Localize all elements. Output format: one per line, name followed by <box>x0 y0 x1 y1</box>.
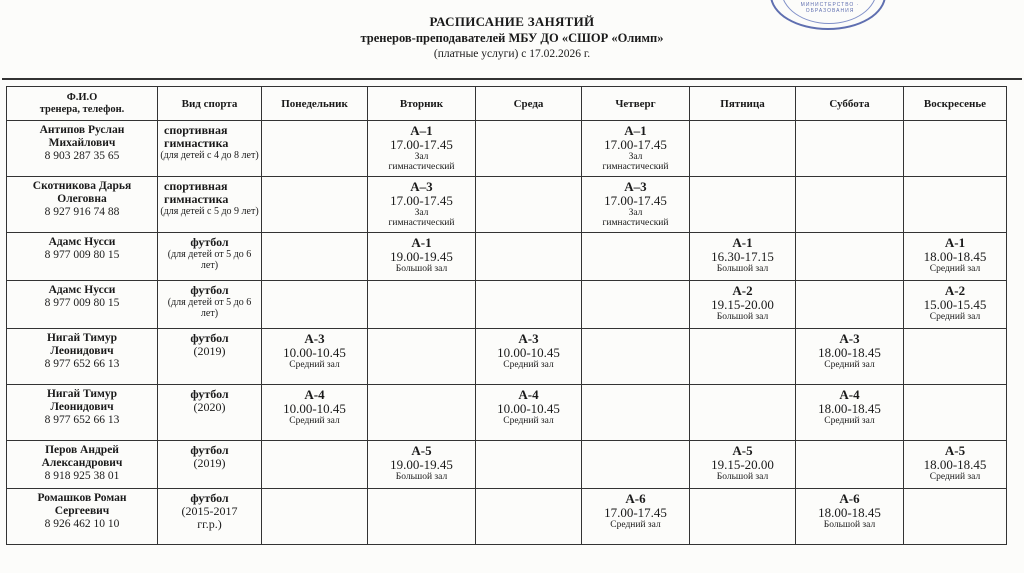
session-group: А-5 <box>732 443 753 458</box>
session-room: Большой зал <box>395 264 448 274</box>
tuesday-cell <box>368 329 476 385</box>
friday-cell <box>690 385 796 441</box>
tuesday-cell <box>368 121 476 177</box>
sport-name-line1: спортивная <box>164 123 228 137</box>
friday-cell <box>690 441 796 489</box>
sport-cell <box>158 489 262 545</box>
saturday-cell <box>796 489 904 545</box>
session-room: Большой зал <box>716 312 769 322</box>
trainer-name: Адамс Нусси <box>48 236 116 248</box>
thursday-cell <box>582 121 690 177</box>
session-room-line1: Зал <box>628 208 643 218</box>
session-time: 18.00-18.45 <box>818 345 881 360</box>
session-time: 18.00-18.45 <box>923 457 987 472</box>
trainer-phone: 8 977 009 80 15 <box>44 249 120 261</box>
sunday-cell <box>904 329 1007 385</box>
sport-group: (для детей от 5 до 6 лет) <box>167 297 252 319</box>
session-group: А-3 <box>518 331 539 346</box>
saturday-cell <box>796 441 904 489</box>
trainer-name-line2: Леонидович <box>50 345 114 357</box>
session-room: Средний зал <box>929 264 981 274</box>
saturday-cell <box>796 233 904 281</box>
table-row <box>7 329 1007 385</box>
thursday-cell <box>582 385 690 441</box>
trainer-phone: 8 927 916 74 88 <box>44 206 120 218</box>
document-date-line: (платные услуги) с 17.02.2026 г. <box>433 48 591 60</box>
sport-name-line1: спортивная <box>164 179 228 193</box>
session-time: 18.00-18.45 <box>818 401 881 416</box>
session-group: А–3 <box>624 179 647 194</box>
col-header-name-line2: тренера, телефон. <box>39 103 125 115</box>
wednesday-cell <box>476 489 582 545</box>
session-time: 19.00-19.45 <box>390 249 453 264</box>
table-row <box>7 489 1007 545</box>
trainer-phone: 8 903 287 35 65 <box>44 150 120 162</box>
session-time: 18.00-18.45 <box>818 505 881 520</box>
col-header-saturday: Суббота <box>796 87 904 121</box>
col-header-name <box>7 87 158 121</box>
table-row <box>7 441 1007 489</box>
sport-year: (2019) <box>193 456 226 470</box>
session-time: 18.00-18.45 <box>923 249 987 264</box>
session-time: 17.00-17.45 <box>390 137 453 152</box>
tuesday-cell <box>368 489 476 545</box>
session-room: Средний зал <box>289 360 340 370</box>
friday-cell <box>690 329 796 385</box>
session-room-line1: Зал <box>414 152 429 162</box>
stamp-text: МИНИСТЕРСТВО · ОБРАЗОВАНИЯ <box>800 2 860 14</box>
session-group: А-6 <box>625 491 646 506</box>
trainer-name-line1: Ромашков Роман <box>37 492 127 504</box>
session-group: А-3 <box>839 331 860 346</box>
session-room: Средний зал <box>610 520 661 530</box>
trainer-cell <box>7 489 158 545</box>
session-room: Средний зал <box>289 416 340 426</box>
sport-cell <box>158 385 262 441</box>
table-row <box>7 281 1007 329</box>
session-group: А-4 <box>304 387 325 402</box>
saturday-cell <box>796 281 904 329</box>
session-group: А-1 <box>732 235 753 250</box>
trainer-phone: 8 977 652 66 13 <box>44 414 120 426</box>
wednesday-cell <box>476 329 582 385</box>
session-time: 10.00-10.45 <box>497 345 560 360</box>
col-header-sunday: Воскресенье <box>904 87 1007 121</box>
sport-group: (для детей с 4 до 8 лет) <box>160 150 259 161</box>
trainer-cell <box>7 233 158 281</box>
thursday-cell <box>582 233 690 281</box>
trainer-cell <box>7 121 158 177</box>
document-subtitle: тренеров-преподавателей МБУ ДО «СШОР «Олимп» <box>360 31 664 45</box>
friday-cell <box>690 121 796 177</box>
table-row <box>7 121 1007 177</box>
trainer-phone: 8 977 652 66 13 <box>44 358 120 370</box>
trainer-name-line1: Нигай Тимур <box>46 388 118 400</box>
session-room: Средний зал <box>824 360 875 370</box>
sunday-cell <box>904 385 1007 441</box>
session-time: 17.00-17.45 <box>604 193 667 208</box>
session-time: 19.00-19.45 <box>390 457 453 472</box>
monday-cell <box>262 441 368 489</box>
sport-group: (для детей с 5 до 9 лет) <box>160 206 259 217</box>
document-header <box>0 14 1024 60</box>
session-time: 19.15-20.00 <box>711 297 774 312</box>
session-group: А-1 <box>944 235 966 250</box>
session-time: 10.00-10.45 <box>283 401 346 416</box>
monday-cell <box>262 121 368 177</box>
session-room: Большой зал <box>395 472 448 482</box>
sport-cell <box>158 233 262 281</box>
thursday-cell <box>582 441 690 489</box>
session-group: А-4 <box>518 387 539 402</box>
col-header-tuesday: Вторник <box>368 87 476 121</box>
sunday-cell <box>904 489 1007 545</box>
sport-cell <box>158 121 262 177</box>
session-group: А–1 <box>410 123 433 138</box>
saturday-cell <box>796 177 904 233</box>
wednesday-cell <box>476 233 582 281</box>
session-time: 10.00-10.45 <box>497 401 560 416</box>
sport-name-line2: гимнастика <box>164 136 229 150</box>
table-header-row <box>7 87 1007 121</box>
trainer-name-line2: Михайлович <box>48 137 116 149</box>
monday-cell <box>262 281 368 329</box>
sport-name: футбол <box>190 443 229 457</box>
trainer-name-line2: Александрович <box>41 457 123 469</box>
session-room-line2: гимнастический <box>388 218 455 228</box>
schedule-table <box>6 86 1007 545</box>
sport-cell <box>158 281 262 329</box>
session-room-line1: Зал <box>414 208 429 218</box>
trainer-cell <box>7 281 158 329</box>
session-time: 10.00-10.45 <box>283 345 346 360</box>
trainer-phone: 8 918 925 38 01 <box>44 470 120 482</box>
sport-name: футбол <box>190 283 229 297</box>
sport-name: футбол <box>190 491 229 505</box>
saturday-cell <box>796 329 904 385</box>
wednesday-cell <box>476 177 582 233</box>
trainer-phone: 8 926 462 10 10 <box>44 518 120 530</box>
tuesday-cell <box>368 233 476 281</box>
table-top-border <box>2 78 1022 80</box>
session-group: А–3 <box>410 179 433 194</box>
session-group: А-3 <box>304 331 325 346</box>
friday-cell <box>690 281 796 329</box>
monday-cell <box>262 177 368 233</box>
wednesday-cell <box>476 385 582 441</box>
session-room: Средний зал <box>929 312 981 322</box>
session-time: 17.00-17.45 <box>604 137 667 152</box>
col-header-name-line1: Ф.И.О <box>66 91 98 103</box>
session-room: Большой зал <box>716 264 769 274</box>
sunday-cell <box>904 177 1007 233</box>
sunday-cell <box>904 281 1007 329</box>
session-group: А-4 <box>839 387 860 402</box>
sport-cell <box>158 329 262 385</box>
trainer-name-line1: Антипов Руслан <box>39 124 125 136</box>
document-title: РАСПИСАНИЕ ЗАНЯТИЙ <box>429 14 595 29</box>
session-time: 17.00-17.45 <box>390 193 453 208</box>
col-header-monday: Понедельник <box>262 87 368 121</box>
session-room: Средний зал <box>929 472 981 482</box>
trainer-name-line1: Нигай Тимур <box>46 332 118 344</box>
table-row <box>7 233 1007 281</box>
monday-cell <box>262 233 368 281</box>
col-header-sport: Вид спорта <box>158 87 262 121</box>
trainer-phone: 8 977 009 80 15 <box>44 297 120 309</box>
session-time: 19.15-20.00 <box>711 457 774 472</box>
session-room: Средний зал <box>824 416 875 426</box>
tuesday-cell <box>368 281 476 329</box>
session-room-line2: гимнастический <box>602 218 669 228</box>
thursday-cell <box>582 281 690 329</box>
sport-year: (2019) <box>193 344 226 358</box>
sport-cell <box>158 177 262 233</box>
col-header-friday: Пятница <box>690 87 796 121</box>
sport-name: футбол <box>190 235 229 249</box>
trainer-name: Адамс Нусси <box>48 284 116 296</box>
thursday-cell <box>582 177 690 233</box>
friday-cell <box>690 177 796 233</box>
sport-group: (для детей от 5 до 6 лет) <box>167 249 252 271</box>
trainer-name-line2: Леонидович <box>50 401 114 413</box>
session-room: Средний зал <box>503 416 554 426</box>
col-header-wednesday: Среда <box>476 87 582 121</box>
session-room-line2: гимнастический <box>388 162 455 172</box>
tuesday-cell <box>368 385 476 441</box>
saturday-cell <box>796 385 904 441</box>
session-room-line2: гимнастический <box>602 162 669 172</box>
session-group: А–1 <box>624 123 647 138</box>
sport-year-line2: гг.р.) <box>197 517 222 531</box>
session-group: А-5 <box>411 443 432 458</box>
tuesday-cell <box>368 441 476 489</box>
session-group: А-6 <box>839 491 860 506</box>
session-room: Средний зал <box>503 360 554 370</box>
trainer-name-line1: Скотникова Дарья <box>32 180 132 192</box>
thursday-cell <box>582 329 690 385</box>
session-room: Большой зал <box>823 520 876 530</box>
col-header-thursday: Четверг <box>582 87 690 121</box>
sport-name: футбол <box>190 331 229 345</box>
trainer-name-line2: Сергеевич <box>54 505 110 517</box>
sport-name: футбол <box>190 387 229 401</box>
session-group: А-2 <box>732 283 753 298</box>
sunday-cell <box>904 121 1007 177</box>
sport-year: (2020) <box>193 400 226 414</box>
wednesday-cell <box>476 441 582 489</box>
session-time: 17.00-17.45 <box>604 505 667 520</box>
trainer-cell <box>7 177 158 233</box>
thursday-cell <box>582 489 690 545</box>
trainer-name-line1: Перов Андрей <box>45 444 119 456</box>
session-room: Большой зал <box>716 472 769 482</box>
table-row <box>7 177 1007 233</box>
sport-year: (2015-2017 <box>181 504 238 518</box>
table-row <box>7 385 1007 441</box>
saturday-cell <box>796 121 904 177</box>
sport-name-line2: гимнастика <box>164 192 229 206</box>
monday-cell <box>262 329 368 385</box>
session-time: 16.30-17.15 <box>711 249 774 264</box>
session-group: А-2 <box>944 283 966 298</box>
session-room-line1: Зал <box>628 152 643 162</box>
trainer-cell <box>7 385 158 441</box>
sunday-cell <box>904 233 1007 281</box>
trainer-name-line2: Олеговна <box>57 193 107 205</box>
sunday-cell <box>904 441 1007 489</box>
session-group: А-1 <box>411 235 432 250</box>
session-group: А-5 <box>944 443 966 458</box>
monday-cell <box>262 489 368 545</box>
friday-cell <box>690 489 796 545</box>
tuesday-cell <box>368 177 476 233</box>
sport-cell <box>158 441 262 489</box>
wednesday-cell <box>476 121 582 177</box>
monday-cell <box>262 385 368 441</box>
trainer-cell <box>7 329 158 385</box>
wednesday-cell <box>476 281 582 329</box>
friday-cell <box>690 233 796 281</box>
session-time: 15.00-15.45 <box>923 297 987 312</box>
trainer-cell <box>7 441 158 489</box>
